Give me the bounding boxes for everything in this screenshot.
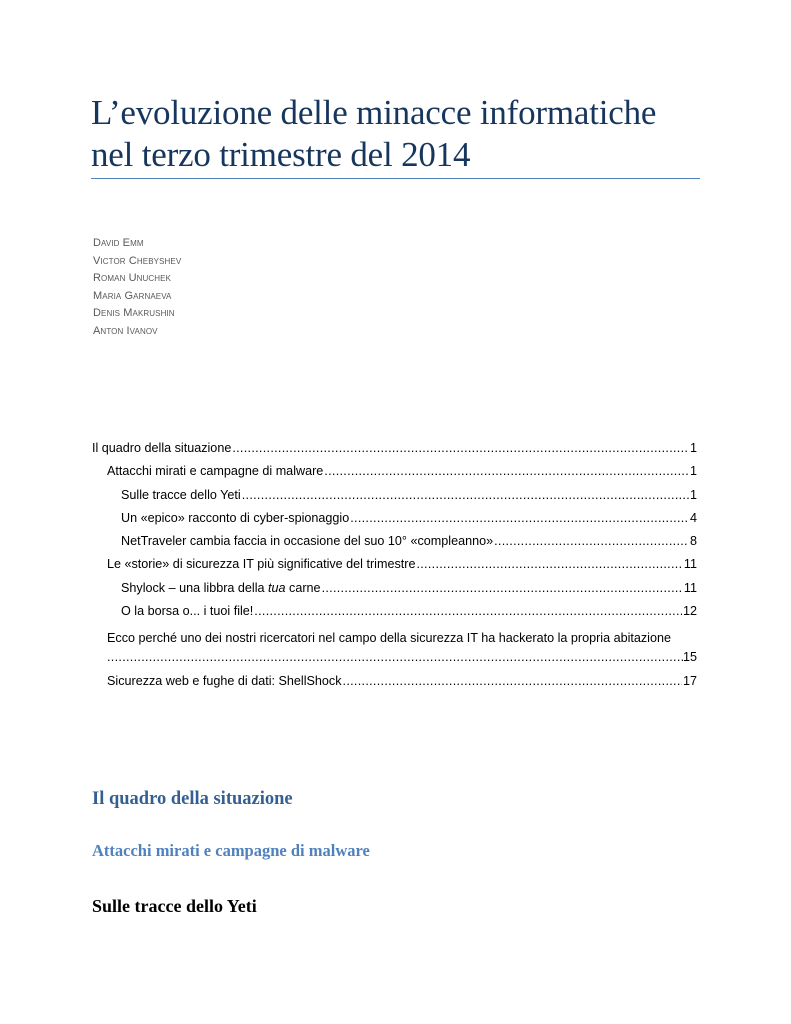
document-title — [91, 92, 711, 176]
toc-leader-dots — [322, 581, 683, 595]
toc-entry-page: 17 — [682, 673, 697, 688]
toc-leader-dots — [107, 650, 683, 664]
toc-leader-dots — [416, 557, 682, 571]
toc-entry-page: 15 — [682, 650, 697, 665]
section-heading-1: Il quadro della situazione — [92, 789, 293, 809]
author-name: David Emm — [93, 237, 144, 249]
toc-entry-label: O la borsa o... i tuoi file! — [121, 604, 254, 619]
toc-entry-attacchi-mirati[interactable] — [92, 464, 697, 487]
toc-entry-il-quadro-della-situazione[interactable] — [92, 441, 697, 464]
toc-entry-label: Attacchi mirati e campagne di malware — [107, 464, 324, 479]
toc-entry-label — [121, 581, 321, 595]
author-name: Denis Makrushin — [93, 307, 175, 319]
toc-entry-label: Sicurezza web e fughe di dati: ShellShock — [107, 673, 342, 688]
toc-entry-label: Un «epico» racconto di cyber-spionaggio — [121, 510, 350, 525]
toc-entry-label: Il quadro della situazione — [92, 441, 232, 455]
author-name: Roman Unuchek — [93, 272, 172, 284]
toc-entry-shylock[interactable] — [92, 581, 697, 604]
author-list — [93, 235, 181, 340]
toc-entry-label: Ecco perché uno dei nostri ricercatori nel campo della sicurezza IT ha hackerato la propria abitazione — [107, 631, 671, 646]
toc-leader-dots — [242, 488, 689, 502]
toc-entry-storie-sicurezza-it[interactable] — [92, 557, 697, 580]
document-title-line-1: L’evoluzione delle minacce informatiche — [91, 93, 657, 132]
author-name: Maria Garnaeva — [93, 289, 172, 302]
table-of-contents — [92, 441, 697, 697]
toc-leader-dots — [254, 604, 682, 618]
toc-entry-page: 11 — [683, 580, 697, 595]
toc-entry-page: 1 — [689, 441, 697, 455]
author-name: Anton Ivanov — [93, 324, 158, 337]
toc-entry-label-part: Shylock – una libbra della — [121, 580, 269, 595]
toc-entry-page: 8 — [689, 534, 697, 549]
toc-leader-dots — [324, 464, 689, 478]
toc-entry-shellshock[interactable] — [92, 674, 697, 697]
toc-leader-dots — [343, 674, 682, 688]
title-divider — [91, 178, 700, 179]
toc-entry-label: Le «storie» di sicurezza IT più significative del trimestre — [107, 557, 416, 572]
toc-entry-sulle-tracce-dello-yeti[interactable] — [92, 488, 697, 511]
toc-entry-nettraveler[interactable] — [92, 534, 697, 557]
toc-entry-page: 1 — [689, 464, 697, 479]
toc-entry-page: 12 — [682, 604, 697, 619]
toc-entry-la-borsa-o-i-tuoi-file[interactable] — [92, 604, 697, 627]
toc-leader-dots — [494, 534, 689, 548]
document-title-line-2: nel terzo trimestre del 2014 — [91, 135, 471, 174]
toc-entry-label: NetTraveler cambia faccia in occasione del suo 10° «compleanno» — [121, 534, 494, 549]
section-heading-2: Attacchi mirati e campagne di malware — [92, 841, 370, 860]
toc-entry-epico-racconto[interactable] — [92, 511, 697, 534]
author-name: Victor Chebyshev — [93, 254, 182, 267]
toc-entry-label: Sulle tracce dello Yeti — [121, 487, 241, 502]
toc-entry-label-part: carne — [285, 580, 321, 595]
toc-entry-page: 4 — [689, 510, 697, 525]
toc-entry-page: 1 — [689, 487, 697, 502]
toc-leader-dots — [232, 441, 689, 455]
toc-entry-ricercatore-abitazione[interactable] — [92, 627, 697, 673]
toc-entry-label-emphasis: tua — [268, 580, 286, 595]
toc-entry-continuation — [107, 650, 697, 673]
toc-entry-page: 11 — [683, 557, 697, 572]
section-heading-3: Sulle tracce dello Yeti — [92, 896, 257, 916]
toc-leader-dots — [350, 511, 689, 525]
